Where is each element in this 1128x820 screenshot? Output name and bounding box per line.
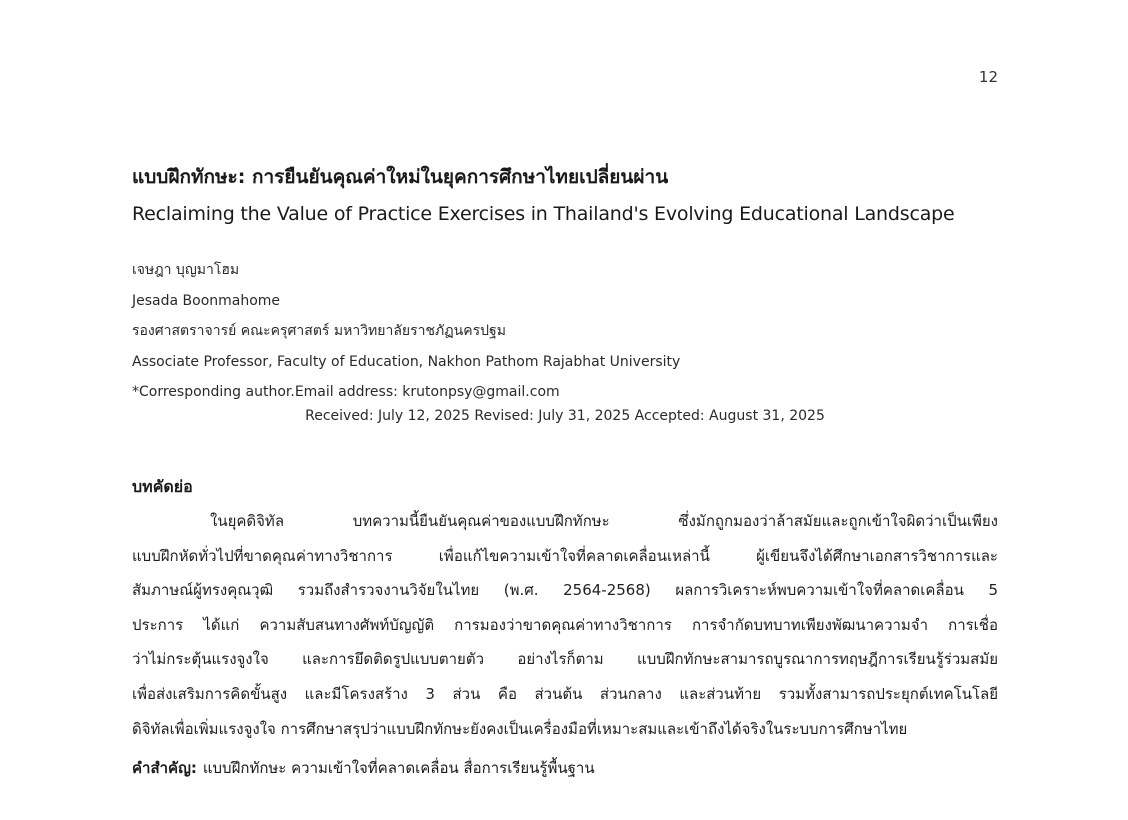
abstract-line: ในยุคดิจิทัล บทความนี้ยืนยันคุณค่าของแบบฝึกทักษะ ซึ่งมักถูกมองว่าล้าสมัยและถูกเข้าใจผิดว่าเป็นเพียง xyxy=(210,512,998,530)
author-name-thai: เจษฎา บุญมาโฮม xyxy=(132,262,240,278)
affiliation-thai: รองศาสตราจารย์ คณะครุศาสตร์ มหาวิทยาลัยราชภัฏนครปฐม xyxy=(132,323,506,339)
abstract-line: ประการ ได้แก่ ความสับสนทางศัพท์บัญญัติ การมองว่าขาดคุณค่าทางวิชาการ การจำกัดบทบาทเพียงพัฒนาความจำ การเชื่อ xyxy=(132,615,998,634)
title-thai: แบบฝึกทักษะ: การยืนยันคุณค่าใหม่ในยุคการศึกษาไทยเปลี่ยนผ่าน xyxy=(132,166,669,188)
submission-dates: Received: July 12, 2025 Revised: July 31, 2025 Accepted: August 31, 2025 xyxy=(305,408,825,424)
abstract-heading: บทคัดย่อ xyxy=(132,477,193,496)
keywords-text: แบบฝึกทักษะ ความเข้าใจที่คลาดเคลื่อน สื่อการเรียนรู้พื้นฐาน xyxy=(202,759,595,777)
author-block xyxy=(132,259,1012,412)
page-number: 12 xyxy=(978,68,998,86)
abstract-line: ว่าไม่กระตุ้นแรงจูงใจ และการยึดติดรูปแบบตายตัว อย่างไรก็ตาม แบบฝึกทักษะสามารถบูรณาการทฤษฎีการเรียนรู้ร่วมสมัย xyxy=(132,650,998,669)
abstract-line: สัมภาษณ์ผู้ทรงคุณวุฒิ รวมถึงสำรวจงานวิจัยในไทย (พ.ศ. 2564-2568) ผลการวิเคราะห์พบความเข้าใจที่คลาดเคลื่อน 5 xyxy=(132,581,998,600)
abstract-body xyxy=(132,508,998,750)
abstract-line: เพื่อส่งเสริมการคิดขั้นสูง และมีโครงสร้าง 3 ส่วน คือ ส่วนต้น ส่วนกลาง และส่วนท้าย รวมทั้งสามารถประยุกต์เทคโนโลยี xyxy=(132,684,998,703)
abstract-line: แบบฝึกหัดทั่วไปที่ขาดคุณค่าทางวิชาการ เพื่อแก้ไขความเข้าใจที่คลาดเคลื่อนเหล่านี้ ผู้เขียนจึงได้ศึกษาเอกสารวิชาการและ xyxy=(132,546,998,565)
affiliation-english: Associate Professor, Faculty of Education, Nakhon Pathom Rajabhat University xyxy=(132,353,681,370)
abstract-line: ดิจิทัลเพื่อเพิ่มแรงจูงใจ การศึกษาสรุปว่าแบบฝึกทักษะยังคงเป็นเครื่องมือที่เหมาะสมและเข้าถึงได้จริงในระบบการศึกษาไทย xyxy=(132,719,908,738)
title-english: Reclaiming the Value of Practice Exercises in Thailand's Evolving Educational Landscape xyxy=(132,203,955,225)
keywords xyxy=(132,756,998,780)
keywords-label: คำสำคัญ: xyxy=(132,759,197,777)
author-name-english: Jesada Boonmahome xyxy=(132,292,281,309)
corresponding-author: *Corresponding author.Email address: krutonpsy@gmail.com xyxy=(132,384,560,400)
